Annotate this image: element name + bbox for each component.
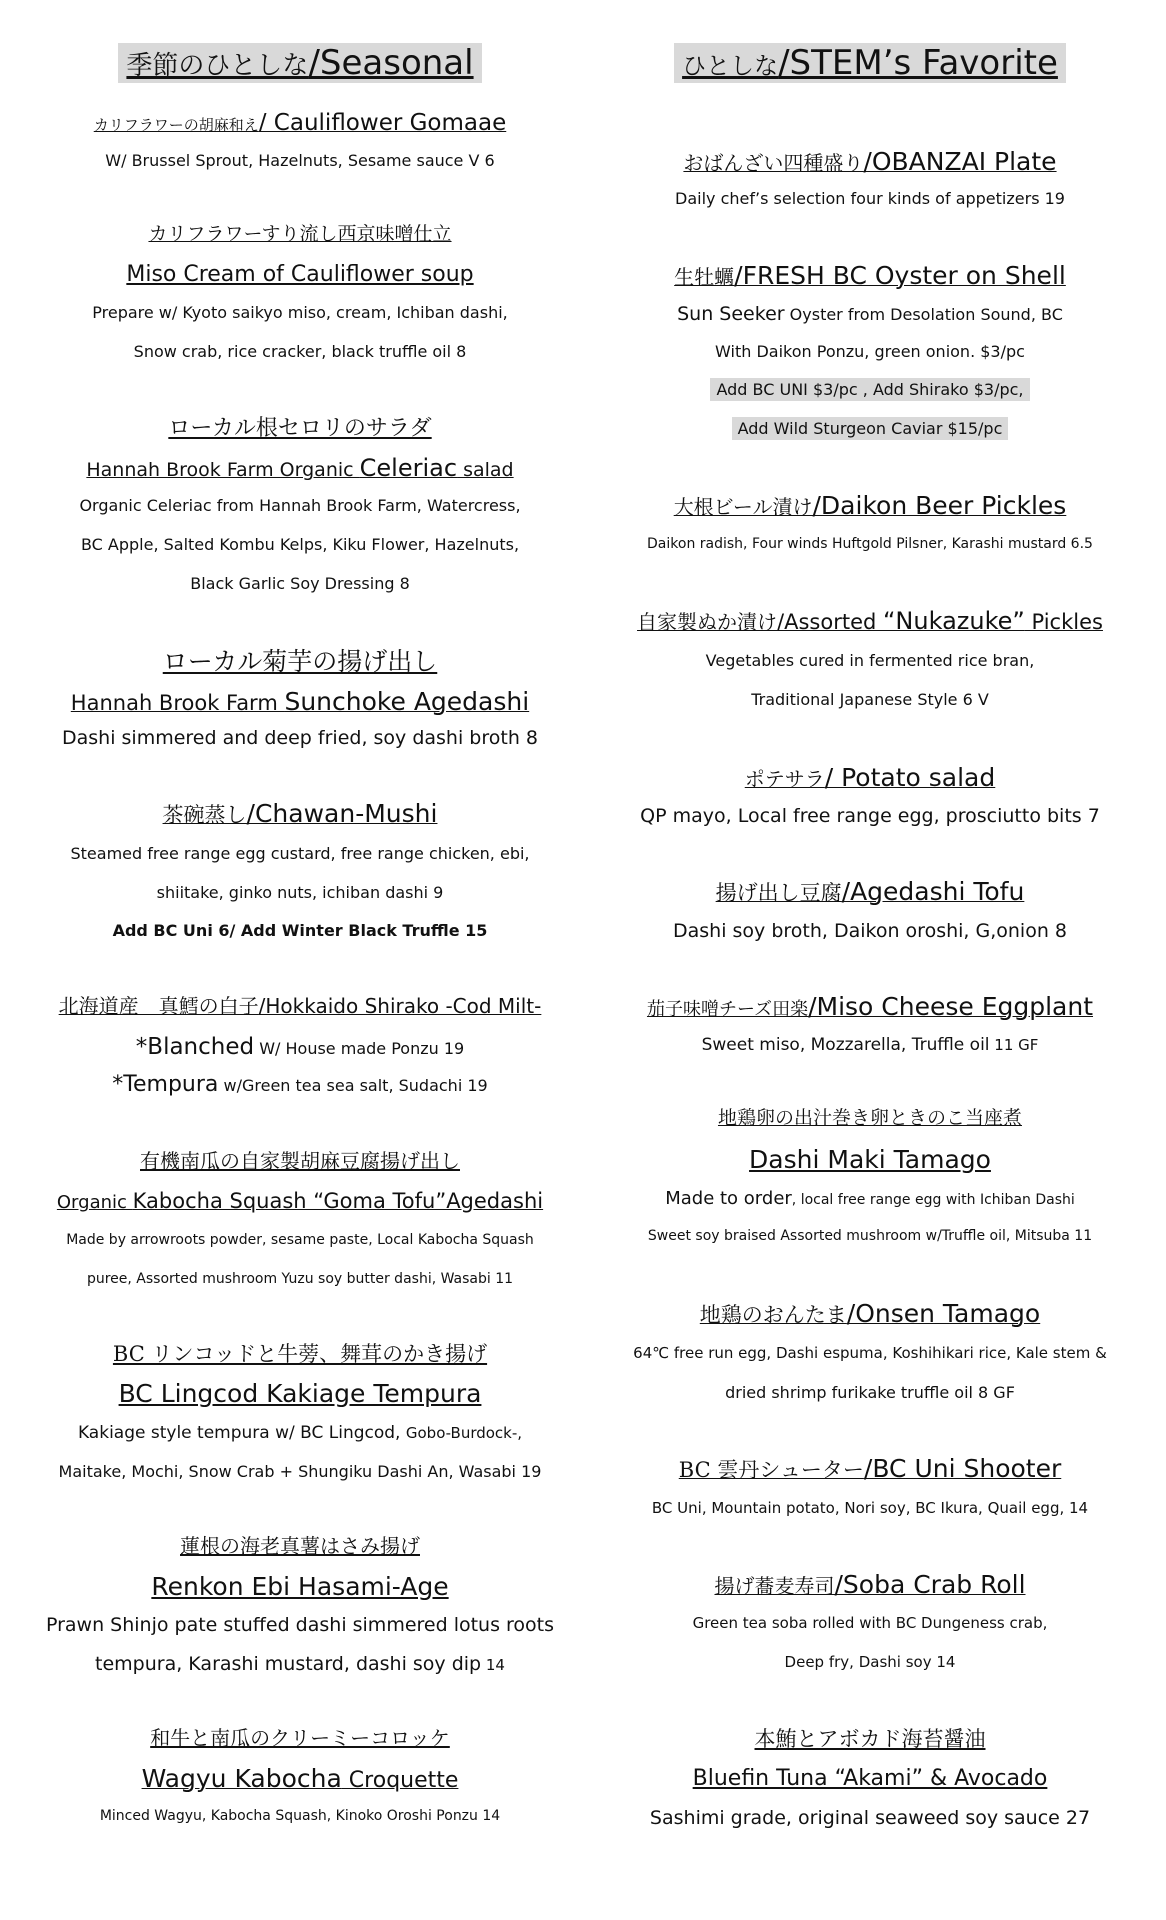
item-title: 生牡蠣/FRESH BC Oyster on Shell (674, 261, 1066, 290)
item-desc: Dashi soy broth, Daikon oroshi, G,onion 8 (672, 920, 1068, 942)
item-desc: shiitake, ginko nuts, ichiban dashi 9 (156, 883, 444, 902)
item-desc: Dashi simmered and deep fried, soy dashi broth 8 (61, 727, 538, 749)
item-desc: Green tea soba rolled with BC Dungeness crab, (692, 1614, 1048, 1632)
item-desc: Black Garlic Soy Dressing 8 (190, 574, 410, 593)
item-jp-title: 蓮根の海老真薯はさみ揚げ (180, 1534, 420, 1558)
item-title: Bluefin Tuna “Akami” & Avocado (692, 1766, 1048, 1791)
item-title: Organic Kabocha Squash “Goma Tofu”Agedashi (56, 1189, 544, 1213)
item-desc: Organic Celeriac from Hannah Brook Farm, Watercress, (79, 496, 521, 515)
item-jp-title: ローカル菊芋の揚げ出し (162, 647, 438, 676)
item-desc: Snow crab, rice cracker, black truffle oil 8 (133, 342, 467, 361)
item-desc: 64℃ free run egg, Dashi espuma, Koshihikari rice, Kale stem & (633, 1344, 1107, 1362)
item-title: カリフラワーの胡麻和え/ Cauliflower Gomaae (93, 110, 507, 136)
item-addon: Add BC Uni 6/ Add Winter Black Truffle 15 (112, 921, 488, 940)
item-desc: Daily chef’s selection four kinds of appetizers 19 (675, 189, 1065, 208)
item-jp-title: 本鮪とアボカド海苔醤油 (754, 1727, 986, 1751)
item-title: Hannah Brook Farm Organic Celeriac salad (86, 454, 514, 482)
item-desc: Steamed free range egg custard, free range chicken, ebi, (70, 844, 530, 863)
item-desc: *Blanched W/ House made Ponzu 19 (135, 1034, 465, 1060)
item-title: 揚げ蕎麦寿司/Soba Crab Roll (714, 1570, 1026, 1599)
item-desc: Made to order, local free range egg with Ichiban Dashi (665, 1188, 1075, 1209)
item-desc: *Tempura w/Green tea sea salt, Sudachi 19 (112, 1072, 488, 1097)
item-desc: Prawn Shinjo pate stuffed dashi simmered lotus roots (45, 1614, 555, 1636)
item-jp-title: 地鶏卵の出汁巻き卵ときのこ当座煮 (717, 1107, 1022, 1129)
item-title: ポテサラ/ Potato salad (744, 763, 996, 792)
item-desc: Minced Wagyu, Kabocha Squash, Kinoko Oroshi Ponzu 14 (99, 1808, 501, 1824)
item-desc: puree, Assorted mushroom Yuzu soy butter dashi, Wasabi 11 (86, 1271, 514, 1287)
item-jp-title: 和牛と南瓜のクリーミーコロッケ (150, 1726, 450, 1750)
item-title: Miso Cream of Cauliflower soup (126, 262, 474, 287)
item-desc: Sun Seeker Oyster from Desolation Sound, BC (677, 303, 1063, 325)
item-desc: Vegetables cured in fermented rice bran, (705, 651, 1035, 670)
item-desc: Traditional Japanese Style 6 V (751, 690, 989, 709)
item-desc: tempura, Karashi mustard, dashi soy dip 14 (95, 1653, 505, 1675)
item-desc: Sashimi grade, original seaweed soy sauce 27 (649, 1807, 1091, 1829)
item-desc: dried shrimp furikake truffle oil 8 GF (725, 1383, 1015, 1402)
item-title: BC Lingcod Kakiage Tempura (118, 1379, 482, 1408)
item-addon: Add Wild Sturgeon Caviar $15/pc (590, 420, 1150, 438)
item-title: Dashi Maki Tamago (749, 1145, 991, 1174)
item-desc: W/ Brussel Sprout, Hazelnuts, Sesame sauce V 6 (105, 151, 495, 170)
item-addon: Add BC UNI $3/pc , Add Shirako $3/pc, (590, 381, 1150, 399)
item-jp-title: BC リンコッドと牛蒡、舞茸のかき揚げ (112, 1342, 488, 1366)
item-desc: Kakiage style tempura w/ BC Lingcod, Gobo-Burdock-, (77, 1423, 523, 1443)
item-jp-title: 有機南瓜の自家製胡麻豆腐揚げ出し (140, 1149, 460, 1173)
item-desc: Maitake, Mochi, Snow Crab + Shungiku Dashi An, Wasabi 19 (58, 1462, 542, 1481)
item-jp-title: カリフラワーすり流し西京味噌仕立 (148, 223, 452, 245)
item-desc: Deep fry, Dashi soy 14 (784, 1653, 956, 1671)
item-title: Renkon Ebi Hasami-Age (151, 1572, 449, 1601)
item-desc: BC Uni, Mountain potato, Nori soy, BC Ikura, Quail egg, 14 (651, 1499, 1089, 1517)
item-desc: Daikon radish, Four winds Huftgold Pilsner, Karashi mustard 6.5 (647, 536, 1093, 552)
seasonal-header: 季節のひとしな/Seasonal (20, 44, 580, 83)
item-title: 大根ビール漬け/Daikon Beer Pickles (673, 491, 1067, 520)
item-desc: Prepare w/ Kyoto saikyo miso, cream, Ichiban dashi, (92, 303, 508, 322)
item-title: Hannah Brook Farm Sunchoke Agedashi (70, 687, 530, 716)
item-title: 地鶏のおんたま/Onsen Tamago (699, 1299, 1041, 1328)
item-title: BC 雲丹シューター/BC Uni Shooter (678, 1454, 1062, 1483)
item-title: 茶碗蒸し/Chawan-Mushi (162, 799, 438, 828)
item-title: Wagyu Kabocha Croquette (141, 1764, 459, 1793)
favorites-header: ひとしな/STEM’s Favorite (590, 44, 1150, 83)
item-title: おばんざい四種盛り/OBANZAI Plate (683, 147, 1057, 176)
item-title: 自家製ぬか漬け/Assorted “Nukazuke” Pickles (637, 607, 1103, 635)
item-desc: QP mayo, Local free range egg, prosciutto bits 7 (640, 805, 1100, 827)
item-desc: With Daikon Ponzu, green onion. $3/pc (715, 342, 1025, 361)
item-desc: BC Apple, Salted Kombu Kelps, Kiku Flower, Hazelnuts, (80, 535, 520, 554)
item-desc: Sweet miso, Mozzarella, Truffle oil 11 GF (701, 1035, 1039, 1055)
item-title: 揚げ出し豆腐/Agedashi Tofu (715, 877, 1025, 906)
item-title: 茄子味噌チーズ田楽/Miso Cheese Eggplant (646, 992, 1094, 1021)
item-desc: Made by arrowroots powder, sesame paste, Local Kabocha Squash (66, 1232, 534, 1248)
item-title: 北海道産 真鱈の白子/Hokkaido Shirako -Cod Milt- (58, 994, 542, 1018)
item-desc: Sweet soy braised Assorted mushroom w/Truffle oil, Mitsuba 11 (647, 1228, 1093, 1244)
item-jp-title: ローカル根セロリのサラダ (168, 416, 432, 441)
